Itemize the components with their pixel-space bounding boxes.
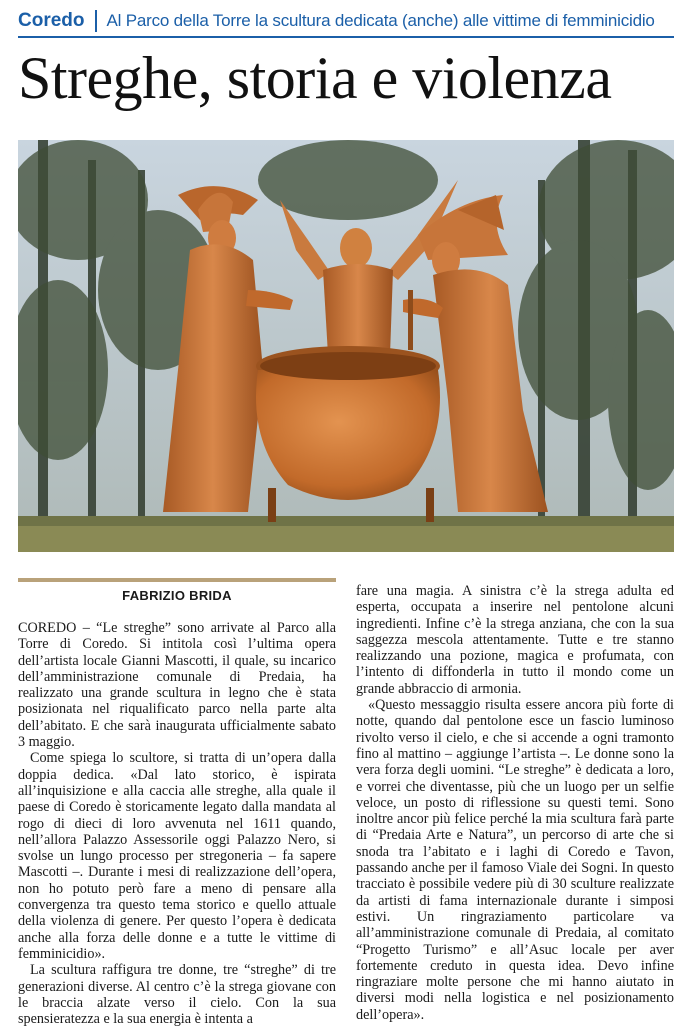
paragraph: «Questo messaggio risulta essere ancora più forte di notte, quando dal pentolone esce un fascio luminoso rivolto verso il cielo, e che si accende a ogni tramonto fino al mattino – aggiunge l’artista –. Le donne sono la vera forza degli uomini. “Le streghe” è dedicata a loro, e vorrei che diventasse, più che un luogo per un selfie veloce, un posto di riflessione su questi temi. Sono inoltre ancor più felice perché la mia scultura farà parte di “Predaia Arte e Natura”, un percorso di arte che si snoda tra l’abitato e i laghi di Coredo e Tavon, passando anche per il famoso Viale dei Sogni. In questo tracciato è possibile vedere più di 30 sculture realizzate da artisti di fama internazionale durante i simposi estivi. Un ringraziamento particolare va all’amministrazione comunale di Predaia, al comitato “Progetto Turismo” e all’Asuc locale per aver fortemente creduto in questa idea. Devo infine ringraziare molte persone che mi hanno aiutato in diversi modi nella logistica e nel posizionamento dell’opera». xyxy=(356,697,674,1023)
kicker-location: Coredo xyxy=(18,10,85,31)
kicker-divider xyxy=(95,10,97,32)
author-byline: FABRIZIO BRIDA xyxy=(122,588,232,603)
paragraph: COREDO – “Le streghe” sono arrivate al Parco alla Torre di Coredo. Si intitola così l’ultima opera dell’artista locale Gianni Mascotti, il quale, su incarico dell’amministrazione comunale di Predaia, ha realizzato una grande scultura in legno che è stata posizionata nel riqualificato parco nella parte alta dell’abitato. E che sarà inaugurata ufficialmente sabato 3 maggio. xyxy=(18,620,336,751)
paragraph: fare una magia. A sinistra c’è la strega adulta ed esperta, occupata a inserire nel pentolone alcuni ingredienti. Infine c’è la strega anziana, che con la sua saggezza mescola attentamente. Tutte e tre stanno realizzando una pozione, magica e profumata, con l’intento di diffonderla in tutto il mondo come un grande abbraccio di armonia. xyxy=(356,583,674,697)
article-column-1 xyxy=(18,620,336,1027)
paragraph: La scultura raffigura tre donne, tre “streghe” di tre generazioni diverse. Al centro c’è la strega giovane con le braccia alzate verso il cielo. Con la sua spensieratezza e la sua energia è intenta a xyxy=(18,962,336,1027)
article-photo xyxy=(18,140,674,552)
byline-rule xyxy=(18,578,336,582)
article-column-2 xyxy=(356,583,674,1023)
headline: Streghe, storia e violenza xyxy=(18,45,612,111)
kicker-bar xyxy=(18,6,674,38)
sculpture-photo-illustration xyxy=(18,140,674,552)
paragraph: Come spiega lo scultore, si tratta di un’opera dalla doppia dedica. «Dal lato storico, è ispirata all’inquisizione e alla caccia alle streghe, alla quale il paese di Coredo è storicamente legato dalla mandata al rogo di dieci di loro avvenuta nel 1611 quando, nell’allora Palazzo Assessorile oggi Palazzo Nero, si svolse un lungo processo per stregoneria – fa sapere Mascotti –. Durante i mesi di realizzazione dell’opera, non ho potuto però fare a meno di pensare alla convergenza tra questo tema storico e quello attuale della violenza di genere. Per questo l’opera è dedicata anche alla forza delle donne e a tutte le vittime di femminicidio». xyxy=(18,750,336,962)
kicker-subtitle: Al Parco della Torre la scultura dedicata (anche) alle vittime di femminicidio xyxy=(106,11,655,30)
